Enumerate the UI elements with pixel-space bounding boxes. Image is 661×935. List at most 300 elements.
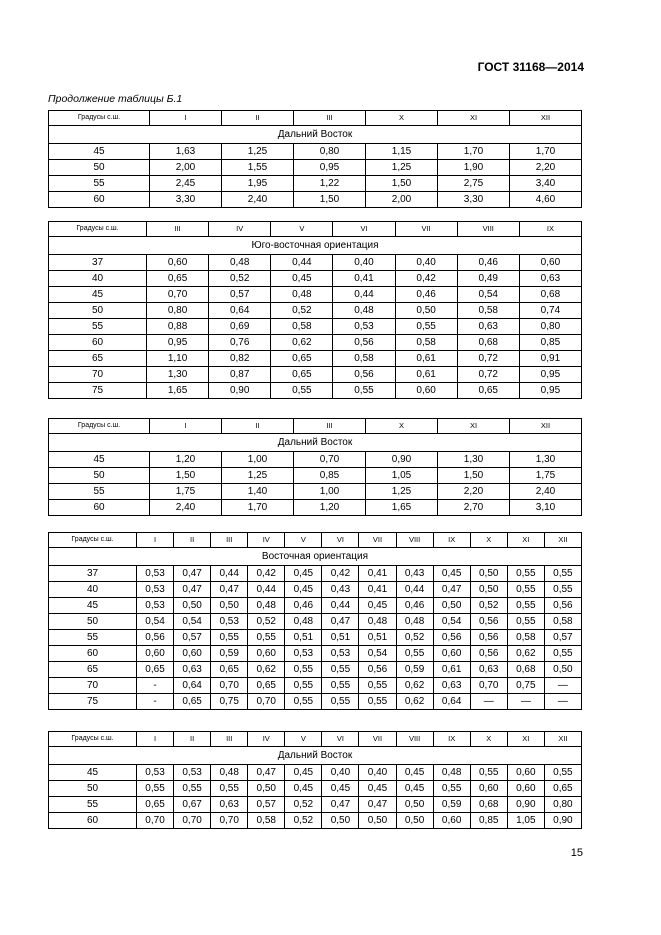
value-cell: 0,55	[271, 383, 333, 399]
value-cell: 1,30	[147, 367, 209, 383]
value-cell: 0,44	[333, 287, 395, 303]
value-cell: 1,00	[294, 484, 366, 500]
value-cell: 0,58	[248, 813, 285, 829]
latitude-cell: 45	[49, 144, 150, 160]
value-cell: 0,61	[395, 367, 457, 383]
value-cell: 0,50	[359, 813, 396, 829]
table-row	[49, 335, 582, 351]
value-cell: 0,41	[359, 566, 396, 582]
value-cell: 1,75	[510, 468, 582, 484]
value-cell: 0,58	[333, 351, 395, 367]
value-cell: 0,70	[211, 678, 248, 694]
value-cell: 0,48	[333, 303, 395, 319]
table-row	[49, 255, 582, 271]
section-row	[49, 434, 582, 452]
value-cell: 2,40	[222, 192, 294, 208]
value-cell: 0,55	[322, 694, 359, 710]
value-cell: 0,57	[174, 630, 211, 646]
value-cell: 0,45	[285, 582, 322, 598]
value-cell: 0,70	[211, 813, 248, 829]
table-row	[49, 319, 582, 335]
value-cell: 0,48	[285, 614, 322, 630]
value-cell: 0,58	[457, 303, 519, 319]
value-cell: 0,90	[366, 452, 438, 468]
value-cell: 0,72	[457, 351, 519, 367]
value-cell: 0,55	[211, 630, 248, 646]
latitude-cell: 60	[49, 646, 137, 662]
section-title: Юго-восточная ориентация	[49, 237, 582, 255]
column-header-month: XII	[510, 111, 582, 126]
table-row	[49, 662, 582, 678]
value-cell: 0,75	[211, 694, 248, 710]
value-cell: 0,55	[248, 630, 285, 646]
value-cell: -	[137, 678, 174, 694]
value-cell: 1,63	[150, 144, 222, 160]
latitude-cell: 55	[49, 797, 137, 813]
latitude-cell: 50	[49, 614, 137, 630]
column-header-month: XII	[544, 533, 581, 548]
value-cell: 0,48	[433, 765, 470, 781]
header-row	[49, 732, 582, 747]
value-cell: 0,50	[395, 303, 457, 319]
value-cell: 1,70	[222, 500, 294, 516]
value-cell: 0,65	[211, 662, 248, 678]
column-header-month: I	[137, 533, 174, 548]
value-cell: 0,95	[519, 383, 581, 399]
column-header-month: X	[366, 419, 438, 434]
latitude-cell: 45	[49, 287, 147, 303]
column-header-month: XI	[507, 533, 544, 548]
value-cell: 1,15	[366, 144, 438, 160]
value-cell: 0,65	[271, 367, 333, 383]
value-cell: 0,62	[271, 335, 333, 351]
value-cell: 0,44	[211, 566, 248, 582]
column-header-month: V	[285, 533, 322, 548]
value-cell: 0,45	[322, 781, 359, 797]
value-cell: 0,57	[248, 797, 285, 813]
value-cell: 0,87	[209, 367, 271, 383]
value-cell: 0,44	[271, 255, 333, 271]
latitude-cell: 50	[49, 468, 150, 484]
column-header-latitude: Градусы с.ш.	[49, 111, 150, 126]
value-cell: 0,60	[174, 646, 211, 662]
value-cell: 0,70	[147, 287, 209, 303]
value-cell: 0,52	[285, 813, 322, 829]
latitude-cell: 50	[49, 303, 147, 319]
latitude-cell: 55	[49, 176, 150, 192]
value-cell: 0,50	[433, 598, 470, 614]
value-cell: 0,62	[396, 694, 433, 710]
column-header-month: XII	[544, 732, 581, 747]
column-header-month: IX	[433, 533, 470, 548]
value-cell: 0,42	[395, 271, 457, 287]
value-cell: 0,63	[211, 797, 248, 813]
value-cell: 0,80	[147, 303, 209, 319]
value-cell: 0,88	[147, 319, 209, 335]
value-cell: 0,80	[544, 797, 581, 813]
header-row	[49, 533, 582, 548]
table-row	[49, 678, 582, 694]
value-cell: 1,20	[294, 500, 366, 516]
value-cell: 0,65	[137, 662, 174, 678]
value-cell: 0,45	[396, 781, 433, 797]
latitude-cell: 40	[49, 271, 147, 287]
value-cell: 0,52	[285, 797, 322, 813]
value-cell: 0,90	[544, 813, 581, 829]
value-cell: 0,56	[470, 630, 507, 646]
header-row	[49, 222, 582, 237]
value-cell: 0,55	[322, 678, 359, 694]
value-cell: 0,70	[294, 452, 366, 468]
value-cell: 0,53	[285, 646, 322, 662]
value-cell: 0,45	[396, 765, 433, 781]
table-row	[49, 160, 582, 176]
table-row	[49, 582, 582, 598]
value-cell: 0,53	[137, 582, 174, 598]
value-cell: 1,25	[222, 468, 294, 484]
value-cell: -	[137, 694, 174, 710]
value-cell: 0,55	[507, 598, 544, 614]
section-title: Восточная ориентация	[49, 548, 582, 566]
value-cell: 0,65	[137, 797, 174, 813]
value-cell: —	[544, 678, 581, 694]
value-cell: 0,55	[544, 582, 581, 598]
value-cell: 0,43	[396, 566, 433, 582]
column-header-month: IV	[248, 732, 285, 747]
value-cell: 0,44	[248, 582, 285, 598]
column-header-month: X	[470, 732, 507, 747]
table-row	[49, 383, 582, 399]
column-header-latitude: Градусы с.ш.	[49, 222, 147, 237]
table-row	[49, 144, 582, 160]
value-cell: 0,46	[396, 598, 433, 614]
value-cell: 0,80	[519, 319, 581, 335]
column-header-month: XI	[438, 419, 510, 434]
value-cell: 0,56	[359, 662, 396, 678]
value-cell: 0,65	[248, 678, 285, 694]
column-header-month: I	[150, 419, 222, 434]
column-header-month: V	[285, 732, 322, 747]
value-cell: 0,48	[248, 598, 285, 614]
value-cell: 0,50	[396, 813, 433, 829]
column-header-latitude: Градусы с.ш.	[49, 419, 150, 434]
value-cell: 0,55	[507, 582, 544, 598]
value-cell: 0,70	[470, 678, 507, 694]
value-cell: 1,70	[510, 144, 582, 160]
latitude-cell: 37	[49, 255, 147, 271]
table-row	[49, 351, 582, 367]
latitude-cell: 70	[49, 367, 147, 383]
table-caption: Продолжение таблицы Б.1	[48, 93, 183, 105]
latitude-cell: 60	[49, 335, 147, 351]
value-cell: 0,52	[271, 303, 333, 319]
value-cell: 0,60	[507, 781, 544, 797]
value-cell: 0,58	[271, 319, 333, 335]
value-cell: 1,25	[222, 144, 294, 160]
value-cell: 0,91	[519, 351, 581, 367]
table-east-orientation	[48, 532, 582, 710]
value-cell: 2,20	[438, 484, 510, 500]
value-cell: 1,20	[150, 452, 222, 468]
table-row	[49, 192, 582, 208]
latitude-cell: 75	[49, 383, 147, 399]
value-cell: 0,62	[396, 678, 433, 694]
value-cell: 1,90	[438, 160, 510, 176]
value-cell: 1,95	[222, 176, 294, 192]
value-cell: 0,52	[248, 614, 285, 630]
value-cell: 0,40	[395, 255, 457, 271]
value-cell: 0,54	[457, 287, 519, 303]
value-cell: 0,55	[396, 646, 433, 662]
column-header-month: VIII	[396, 732, 433, 747]
value-cell: 0,50	[174, 598, 211, 614]
table-row	[49, 614, 582, 630]
table-row	[49, 271, 582, 287]
value-cell: 1,65	[147, 383, 209, 399]
value-cell: 0,60	[137, 646, 174, 662]
value-cell: 0,70	[137, 813, 174, 829]
value-cell: 0,55	[285, 694, 322, 710]
value-cell: 0,50	[322, 813, 359, 829]
value-cell: 0,45	[285, 765, 322, 781]
value-cell: 0,48	[209, 255, 271, 271]
value-cell: 1,00	[222, 452, 294, 468]
value-cell: 0,58	[395, 335, 457, 351]
latitude-cell: 75	[49, 694, 137, 710]
value-cell: 0,51	[359, 630, 396, 646]
value-cell: 0,70	[174, 813, 211, 829]
table-row	[49, 694, 582, 710]
value-cell: 0,48	[271, 287, 333, 303]
value-cell: 0,68	[457, 335, 519, 351]
value-cell: 1,50	[294, 192, 366, 208]
value-cell: 1,50	[366, 176, 438, 192]
value-cell: 0,60	[470, 781, 507, 797]
value-cell: 0,80	[294, 144, 366, 160]
value-cell: 0,47	[322, 614, 359, 630]
column-header-month: XI	[507, 732, 544, 747]
value-cell: 0,57	[544, 630, 581, 646]
value-cell: 0,55	[285, 662, 322, 678]
table-row	[49, 630, 582, 646]
table-row	[49, 813, 582, 829]
column-header-month: IX	[433, 732, 470, 747]
value-cell: 2,40	[510, 484, 582, 500]
value-cell: 0,46	[395, 287, 457, 303]
column-header-month: VII	[359, 732, 396, 747]
value-cell: 0,40	[359, 765, 396, 781]
value-cell: 0,52	[470, 598, 507, 614]
column-header-latitude: Градусы с.ш.	[49, 533, 137, 548]
value-cell: —	[544, 694, 581, 710]
value-cell: 0,50	[544, 662, 581, 678]
value-cell: 0,53	[137, 566, 174, 582]
value-cell: 0,53	[322, 646, 359, 662]
value-cell: 0,65	[271, 351, 333, 367]
section-row	[49, 548, 582, 566]
value-cell: 0,85	[519, 335, 581, 351]
value-cell: 0,59	[433, 797, 470, 813]
value-cell: 0,56	[470, 614, 507, 630]
latitude-cell: 70	[49, 678, 137, 694]
latitude-cell: 45	[49, 452, 150, 468]
column-header-month: III	[147, 222, 209, 237]
value-cell: 0,61	[395, 351, 457, 367]
table-far-east-2	[48, 418, 582, 516]
value-cell: 0,47	[174, 566, 211, 582]
value-cell: 0,60	[147, 255, 209, 271]
column-header-month: II	[174, 533, 211, 548]
value-cell: 1,75	[150, 484, 222, 500]
latitude-cell: 55	[49, 484, 150, 500]
value-cell: 0,50	[470, 582, 507, 598]
column-header-month: I	[150, 111, 222, 126]
value-cell: 0,59	[211, 646, 248, 662]
value-cell: 1,30	[438, 452, 510, 468]
value-cell: 0,44	[396, 582, 433, 598]
page-number: 15	[570, 847, 583, 859]
value-cell: 0,45	[359, 781, 396, 797]
value-cell: 0,53	[137, 765, 174, 781]
value-cell: 0,47	[211, 582, 248, 598]
value-cell: 1,50	[438, 468, 510, 484]
latitude-cell: 45	[49, 598, 137, 614]
value-cell: 0,64	[209, 303, 271, 319]
section-title: Дальний Восток	[49, 126, 582, 144]
value-cell: 0,62	[507, 646, 544, 662]
column-header-month: VI	[333, 222, 395, 237]
value-cell: 0,47	[433, 582, 470, 598]
value-cell: 0,85	[470, 813, 507, 829]
value-cell: 0,41	[333, 271, 395, 287]
value-cell: 1,05	[507, 813, 544, 829]
value-cell: 0,53	[211, 614, 248, 630]
value-cell: 0,68	[470, 797, 507, 813]
latitude-cell: 40	[49, 582, 137, 598]
value-cell: 0,55	[211, 781, 248, 797]
value-cell: 0,55	[507, 614, 544, 630]
value-cell: 0,67	[174, 797, 211, 813]
value-cell: 0,45	[359, 598, 396, 614]
value-cell: 0,55	[507, 566, 544, 582]
latitude-cell: 55	[49, 319, 147, 335]
column-header-month: III	[211, 732, 248, 747]
value-cell: 0,52	[209, 271, 271, 287]
value-cell: 3,40	[510, 176, 582, 192]
value-cell: 0,45	[285, 781, 322, 797]
value-cell: 0,54	[433, 614, 470, 630]
table-row	[49, 646, 582, 662]
value-cell: 2,00	[150, 160, 222, 176]
value-cell: 0,50	[470, 566, 507, 582]
value-cell: 0,63	[470, 662, 507, 678]
table-row	[49, 781, 582, 797]
value-cell: 0,55	[544, 765, 581, 781]
table-row	[49, 452, 582, 468]
column-header-month: VII	[359, 533, 396, 548]
column-header-month: VIII	[457, 222, 519, 237]
latitude-cell: 50	[49, 781, 137, 797]
value-cell: 2,75	[438, 176, 510, 192]
value-cell: 0,85	[294, 468, 366, 484]
table-row	[49, 484, 582, 500]
value-cell: 0,74	[519, 303, 581, 319]
table-row	[49, 367, 582, 383]
value-cell: 0,56	[544, 598, 581, 614]
latitude-cell: 50	[49, 160, 150, 176]
table-row	[49, 303, 582, 319]
value-cell: 0,63	[519, 271, 581, 287]
value-cell: 0,54	[137, 614, 174, 630]
value-cell: —	[470, 694, 507, 710]
value-cell: 0,60	[519, 255, 581, 271]
column-header-month: III	[294, 111, 366, 126]
value-cell: 0,59	[396, 662, 433, 678]
column-header-month: VI	[322, 533, 359, 548]
table-row	[49, 765, 582, 781]
value-cell: 2,70	[438, 500, 510, 516]
value-cell: 0,47	[174, 582, 211, 598]
value-cell: 1,40	[222, 484, 294, 500]
value-cell: 0,95	[294, 160, 366, 176]
value-cell: 0,68	[507, 662, 544, 678]
value-cell: 0,45	[285, 566, 322, 582]
value-cell: 0,60	[395, 383, 457, 399]
value-cell: 0,75	[507, 678, 544, 694]
value-cell: 0,42	[322, 566, 359, 582]
value-cell: 0,53	[137, 598, 174, 614]
value-cell: 0,51	[285, 630, 322, 646]
latitude-cell: 45	[49, 765, 137, 781]
section-row	[49, 126, 582, 144]
latitude-cell: 65	[49, 351, 147, 367]
value-cell: 1,25	[366, 160, 438, 176]
value-cell: 1,10	[147, 351, 209, 367]
value-cell: 1,50	[150, 468, 222, 484]
value-cell: 0,52	[396, 630, 433, 646]
value-cell: 0,63	[174, 662, 211, 678]
value-cell: 0,45	[433, 566, 470, 582]
value-cell: 0,65	[147, 271, 209, 287]
value-cell: 1,65	[366, 500, 438, 516]
column-header-month: X	[470, 533, 507, 548]
value-cell: 0,69	[209, 319, 271, 335]
latitude-cell: 60	[49, 192, 150, 208]
value-cell: 0,82	[209, 351, 271, 367]
value-cell: 0,49	[457, 271, 519, 287]
column-header-month: IV	[209, 222, 271, 237]
value-cell: 0,63	[457, 319, 519, 335]
value-cell: 0,60	[433, 813, 470, 829]
value-cell: 0,47	[322, 797, 359, 813]
value-cell: 1,05	[366, 468, 438, 484]
value-cell: 0,43	[322, 582, 359, 598]
value-cell: 0,56	[137, 630, 174, 646]
value-cell: 0,60	[433, 646, 470, 662]
value-cell: 1,22	[294, 176, 366, 192]
value-cell: 0,42	[248, 566, 285, 582]
header-row	[49, 111, 582, 126]
value-cell: 0,55	[174, 781, 211, 797]
value-cell: 0,55	[470, 765, 507, 781]
column-header-month: VIII	[396, 533, 433, 548]
latitude-cell: 60	[49, 500, 150, 516]
table-far-east-1	[48, 110, 582, 208]
value-cell: 0,44	[322, 598, 359, 614]
column-header-month: II	[222, 111, 294, 126]
table-southeast-orientation	[48, 221, 582, 399]
section-row	[49, 747, 582, 765]
